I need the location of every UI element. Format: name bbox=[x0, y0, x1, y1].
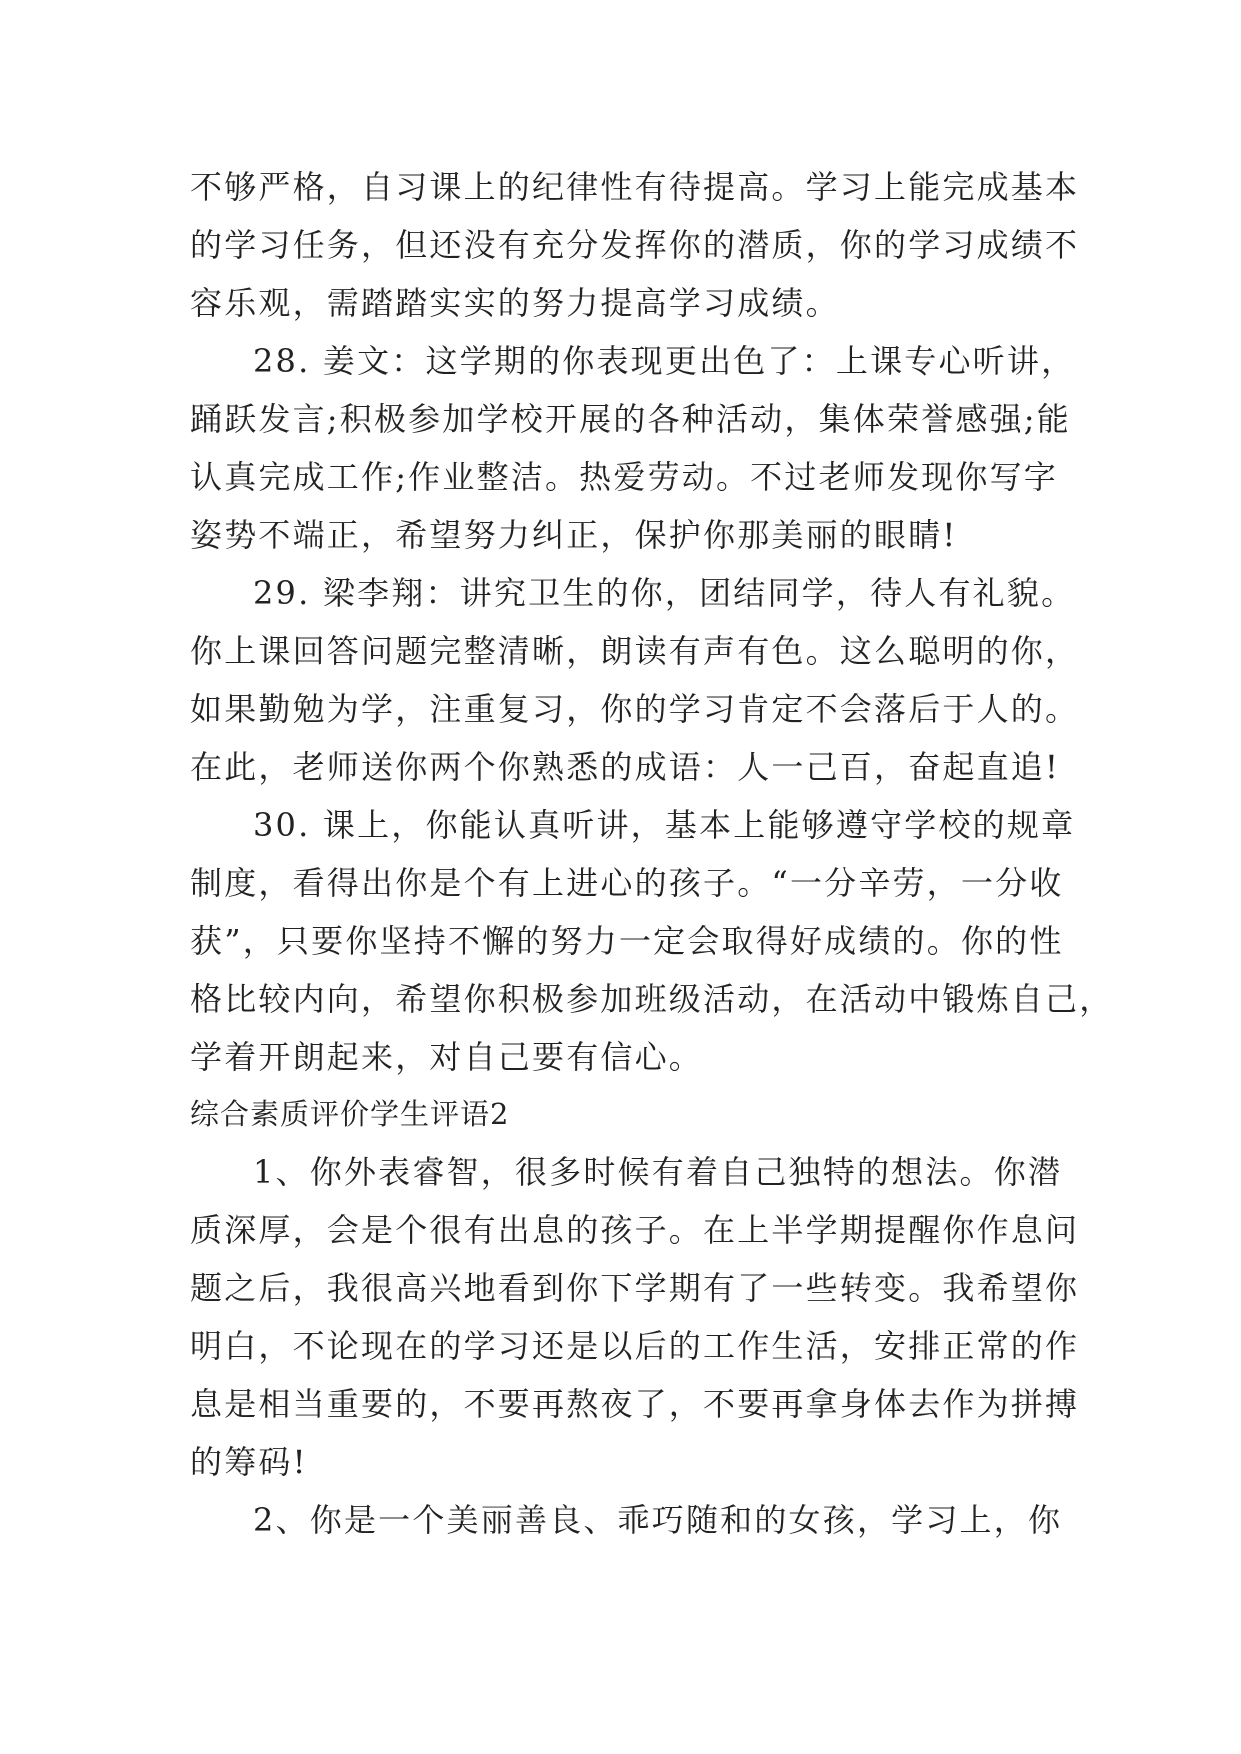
text-line: 制度，看得出你是个有上进心的孩子。“一分辛劳，一分收 bbox=[190, 864, 1064, 902]
text-line: 获”，只要你坚持不懈的努力一定会取得好成绩的。你的性 bbox=[190, 922, 1064, 960]
text-line: 在此，老师送你两个你熟悉的成语：人一己百，奋起直追! bbox=[190, 748, 1061, 786]
text-line: 如果勤勉为学，注重复习，你的学习肯定不会落后于人的。 bbox=[190, 690, 1080, 728]
text-line: 28. 姜文：这学期的你表现更出色了：上课专心听讲， bbox=[253, 342, 1076, 380]
text-line: 不够严格，自习课上的纪律性有待提高。学习上能完成基本 bbox=[190, 168, 1080, 206]
text-line: 1、你外表睿智，很多时候有着自己独特的想法。你潜 bbox=[253, 1153, 1063, 1191]
text-line: 30. 课上，你能认真听讲，基本上能够遵守学校的规章 bbox=[253, 806, 1076, 844]
text-line: 29. 梁李翔：讲究卫生的你，团结同学，待人有礼貌。 bbox=[253, 574, 1076, 612]
text-line: 格比较内向，希望你积极参加班级活动，在活动中锻炼自己， bbox=[190, 980, 1114, 1018]
text-line: 姿势不端正，希望努力纠正，保护你那美丽的眼睛! bbox=[190, 516, 958, 554]
text-line: 质深厚，会是个很有出息的孩子。在上半学期提醒你作息问 bbox=[190, 1211, 1080, 1249]
text-line: 的筹码! bbox=[190, 1443, 308, 1481]
text-line: 踊跃发言;积极参加学校开展的各种活动，集体荣誉感强;能 bbox=[190, 400, 1071, 438]
text-line: 容乐观，需踏踏实实的努力提高学习成绩。 bbox=[190, 284, 840, 322]
text-line: 息是相当重要的，不要再熬夜了，不要再拿身体去作为拼搏 bbox=[190, 1385, 1080, 1423]
section-heading: 综合素质评价学生评语2 bbox=[190, 1097, 510, 1131]
text-line: 的学习任务，但还没有充分发挥你的潜质，你的学习成绩不 bbox=[190, 226, 1080, 264]
text-line: 明白，不论现在的学习还是以后的工作生活，安排正常的作 bbox=[190, 1327, 1080, 1365]
text-line: 认真完成工作;作业整洁。热爱劳动。不过老师发现你写字 bbox=[190, 458, 1058, 496]
text-line: 2、你是一个美丽善良、乖巧随和的女孩，学习上，你 bbox=[253, 1501, 1063, 1539]
text-line: 学着开朗起来，对自己要有信心。 bbox=[190, 1038, 704, 1076]
text-line: 题之后，我很高兴地看到你下学期有了一些转变。我希望你 bbox=[190, 1269, 1080, 1307]
text-line: 你上课回答问题完整清晰，朗读有声有色。这么聪明的你， bbox=[190, 632, 1080, 670]
